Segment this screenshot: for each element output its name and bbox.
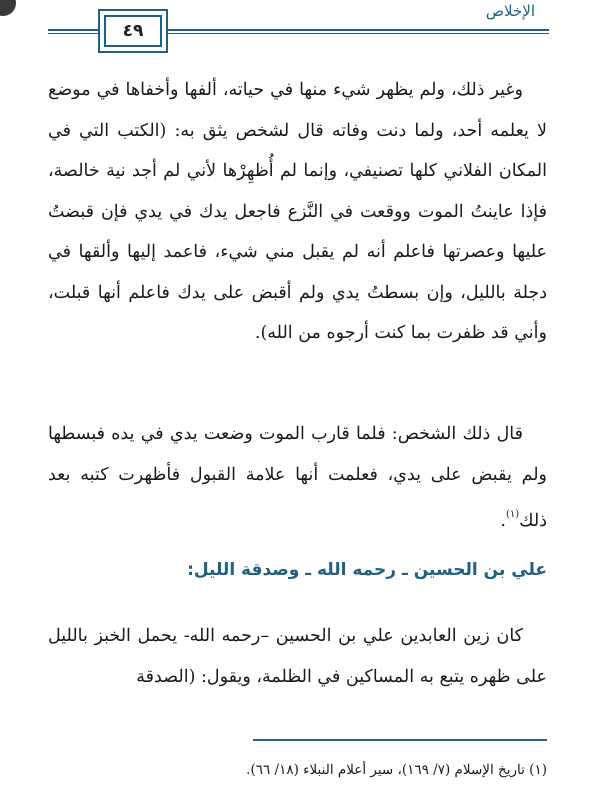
page-number: ٤٩: [104, 15, 162, 47]
running-title: الإخلاص: [485, 2, 535, 20]
paragraph-1: [48, 70, 547, 354]
paragraph-2-text: قال ذلك الشخص: فلما قارب الموت وضعت يدي في يده فبسطها ولم يقبض على يدي، فعلمت أنها علامة القبول فأظهرت كتبه بعد ذلك: [48, 424, 547, 531]
paragraph-2: [48, 414, 547, 542]
paragraph-3-text: كان زين العابدين علي بن الحسين –رحمه الله- يحمل الخبز بالليل على ظهره يتبع به المساكين في الظلمة، ويقول: (الصدقة: [48, 626, 547, 687]
section-heading: علي بن الحسين ـ رحمه الله ـ وصدقة الليل:: [187, 560, 547, 580]
paragraph-2-end: .: [500, 511, 506, 531]
footnote: (١) تاريخ الإسلام (٧/ ١٦٩)، سير أعلام النبلاء (١٨/ ٦٦).: [246, 762, 547, 778]
paragraph-3: [48, 616, 547, 697]
paragraph-1-text: وغير ذلك، ولم يظهر شيء منها في حياته، ألفها وأخفاها في موضع لا يعلمه أحد، ولما دنت وفاته قال لشخص يثق به: (الكتب التي في المكان الفلاني كلها تصنيفي، وإنما لم أُظهِرْها لأني لم أجد نية خالصة، فإذا عاينتُ الموت ووقعت في النَّزع فاجعل يدك في يدي فإن قبضتُ عليها وعصرتها فاعلم أنه لم يقبل مني شيء، فاعمد إليها وألقها في دجلة بالليل، وإن بسطتُ يدي ولم أقبض على يدك فاعلم أنها قبلت، وأني قد ظفرت بما كنت أرجوه من الله).: [48, 80, 547, 343]
corner-dot: [0, 0, 16, 16]
footnote-ref[interactable]: (١): [505, 509, 520, 520]
footnote-rule: [253, 739, 547, 741]
